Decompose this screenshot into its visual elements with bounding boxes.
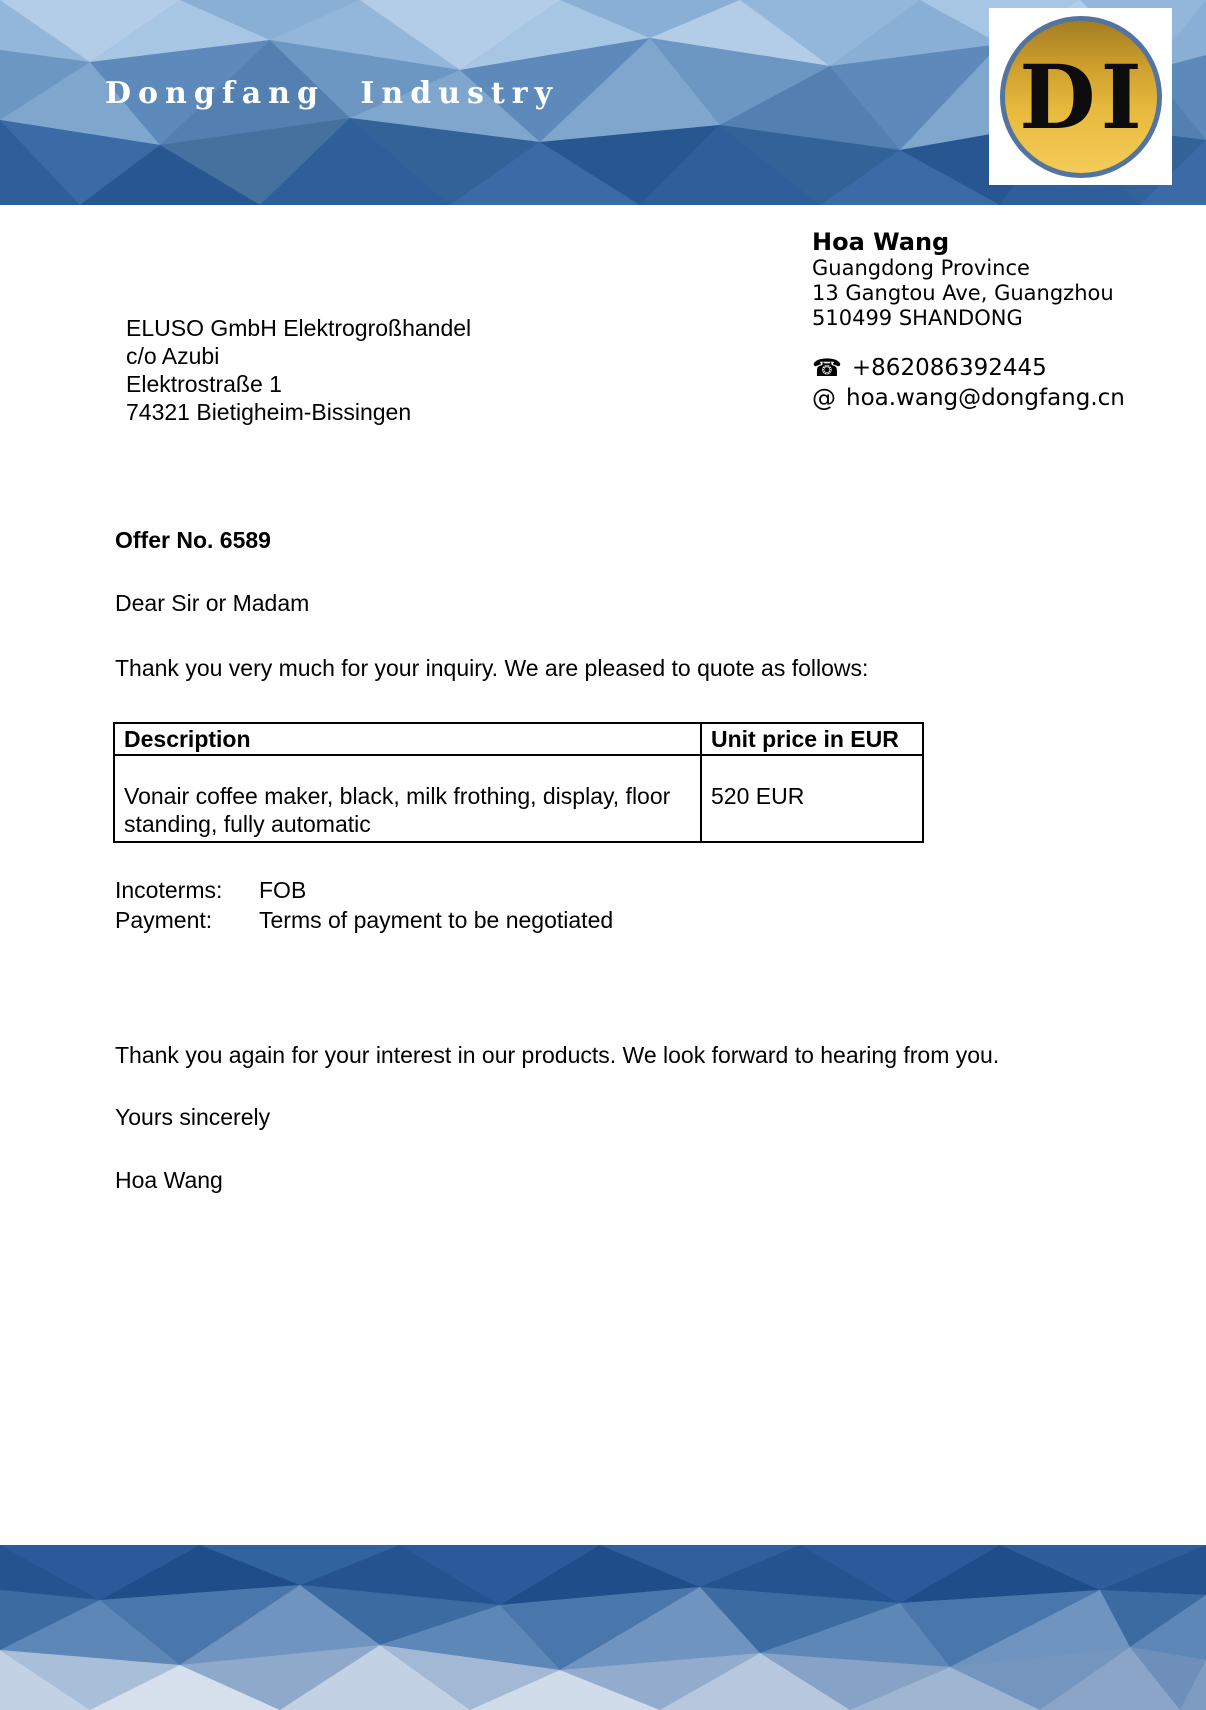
signature-name: Hoa Wang <box>115 1167 223 1193</box>
sender-address-line-2: 13 Gangtou Ave, Guangzhou <box>812 281 1114 305</box>
sender-block <box>812 228 1125 413</box>
quote-table <box>113 722 924 843</box>
signoff: Yours sincerely <box>115 1104 271 1130</box>
description-header-cell: Description <box>114 723 701 755</box>
intro-paragraph: Thank you very much for your inquiry. We are pleased to quote as follows: <box>115 655 869 681</box>
incoterms-value: FOB <box>259 877 307 903</box>
phone-row <box>812 353 1125 383</box>
phone-number: +862086392445 <box>851 355 1047 381</box>
footer-polygon-mesh <box>0 1545 1206 1710</box>
description-cell: Vonair coffee maker, black, milk frothing, display, floor standing, fully automatic <box>114 755 701 842</box>
company-title: Dongfang Industry <box>105 76 560 111</box>
closing-paragraph: Thank you again for your interest in our products. We look forward to hearing from you. <box>115 1042 1000 1068</box>
sender-address-line-1: Guangdong Province <box>812 256 1030 280</box>
unit-price-cell: 520 EUR <box>701 755 923 842</box>
sender-name: Hoa Wang <box>812 228 950 256</box>
recipient-line-4: 74321 Bietigheim-Bissingen <box>126 399 412 425</box>
payment-label: Payment: <box>115 907 213 933</box>
table-header-row <box>114 723 923 755</box>
logo-circle <box>1000 16 1162 178</box>
salutation: Dear Sir or Madam <box>115 590 310 616</box>
logo-monogram: DI <box>1019 44 1147 149</box>
footer-banner <box>0 1545 1206 1710</box>
payment-row <box>115 905 613 935</box>
recipient-block <box>126 314 471 426</box>
recipient-line-1: ELUSO GmbH Elektrogroßhandel <box>126 315 472 341</box>
offer-number: Offer No. 6589 <box>115 527 271 553</box>
incoterms-label: Incoterms: <box>115 877 223 903</box>
recipient-line-3: Elektrostraße 1 <box>126 371 282 397</box>
terms-block <box>115 875 613 935</box>
sender-address-line-3: 510499 SHANDONG <box>812 306 1023 330</box>
company-logo <box>989 8 1172 185</box>
payment-value: Terms of payment to be negotiated <box>259 907 614 933</box>
header-banner <box>0 0 1206 205</box>
email-row <box>812 383 1125 413</box>
table-row <box>114 755 923 842</box>
incoterms-row <box>115 875 613 905</box>
email-address: hoa.wang@dongfang.cn <box>846 385 1125 411</box>
at-icon: @ <box>812 384 836 412</box>
unit-price-header-cell: Unit price in EUR <box>701 723 923 755</box>
phone-icon: ☎ <box>812 354 842 382</box>
recipient-line-2: c/o Azubi <box>126 343 220 369</box>
